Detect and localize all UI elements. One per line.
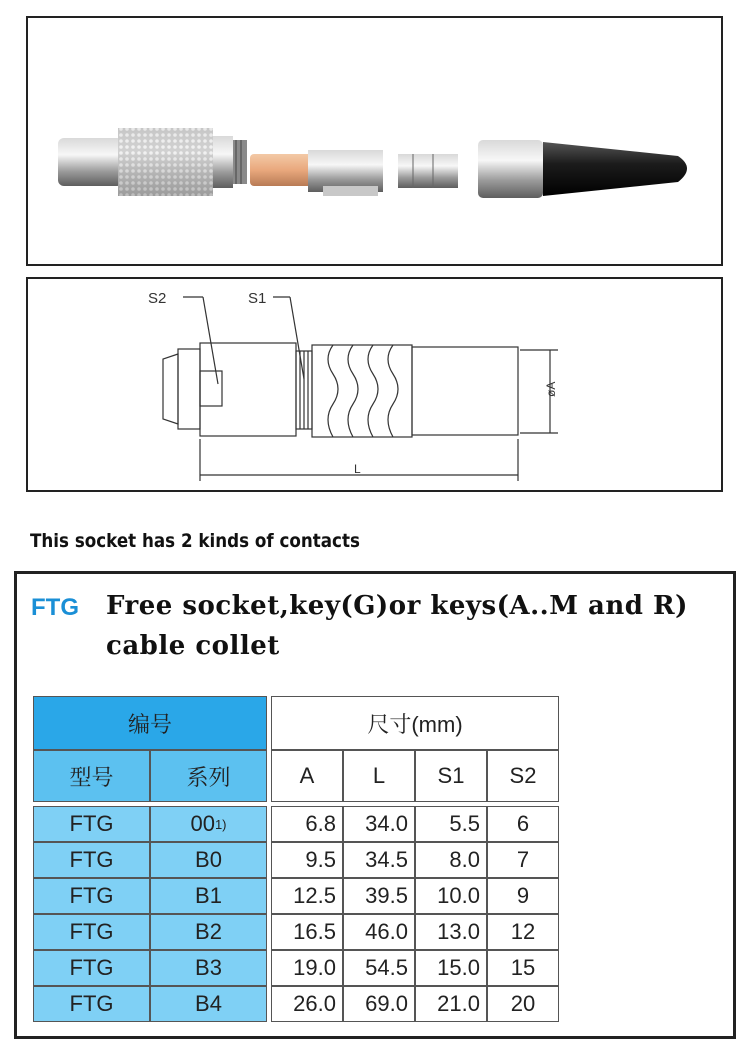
cell-s2 <box>487 950 559 986</box>
product-title: Free socket,key(G)or keys(A..M and R) cable collet <box>106 591 688 661</box>
cell-a-value: 9.5 <box>305 847 336 872</box>
cell-a-value: 6.8 <box>305 811 336 836</box>
cell-a <box>271 878 343 914</box>
cell-s1 <box>415 914 487 950</box>
cell-model-value: FTG <box>69 811 114 836</box>
col-header-s2: S2 <box>487 750 559 802</box>
product-code: FTG <box>31 594 79 621</box>
cell-model-value: FTG <box>69 955 114 980</box>
cell-series <box>150 950 267 986</box>
cell-s2-value: 15 <box>510 955 536 980</box>
cell-s1-value: 10.0 <box>437 883 480 908</box>
cell-s2 <box>487 878 559 914</box>
cell-series <box>150 986 267 1022</box>
cell-l-value: 34.5 <box>365 847 408 872</box>
cell-a-value: 16.5 <box>293 919 336 944</box>
cell-a-value: 19.0 <box>293 955 336 980</box>
cell-series-value: B1 <box>195 883 222 908</box>
spec-panel <box>14 571 736 1039</box>
cell-l-value: 54.5 <box>365 955 408 980</box>
label-diameter-a: øA <box>544 381 558 397</box>
cell-model-value: FTG <box>69 847 114 872</box>
cell-series <box>150 806 267 842</box>
cell-l-value: 34.0 <box>365 811 408 836</box>
label-s2: S2 <box>148 290 167 307</box>
cell-l <box>343 878 415 914</box>
col-header-a: A <box>271 750 343 802</box>
cell-series-value: B2 <box>195 919 222 944</box>
cell-model-value: FTG <box>69 919 114 944</box>
footnote-mark: 1) <box>214 816 227 832</box>
cell-s2 <box>487 986 559 1022</box>
cell-l <box>343 842 415 878</box>
cell-l-value: 69.0 <box>365 991 408 1016</box>
cell-series <box>150 842 267 878</box>
cell-s1-value: 15.0 <box>437 955 480 980</box>
cell-s1 <box>415 950 487 986</box>
cell-model-value: FTG <box>69 991 114 1016</box>
col-header-model: 型号 <box>33 750 150 802</box>
cell-series-value: 00 <box>190 811 215 836</box>
dimension-drawing-panel <box>26 277 723 492</box>
label-s1: S1 <box>248 290 267 307</box>
cell-l <box>343 806 415 842</box>
cell-series-value: B4 <box>195 991 222 1016</box>
dimension-drawing <box>28 279 721 490</box>
cell-l <box>343 986 415 1022</box>
cell-s1 <box>415 842 487 878</box>
header-group-dimensions: 尺寸(mm) <box>271 696 559 750</box>
cell-model <box>33 842 150 878</box>
connector-parts-photo <box>28 18 721 264</box>
cell-a-value: 26.0 <box>293 991 336 1016</box>
cell-s2-value: 6 <box>516 811 530 836</box>
cell-s2-value: 7 <box>516 847 530 872</box>
label-length-l: L <box>354 462 361 476</box>
cell-s2 <box>487 842 559 878</box>
cell-a <box>271 986 343 1022</box>
cell-model <box>33 986 150 1022</box>
col-header-l: L <box>343 750 415 802</box>
cell-model <box>33 950 150 986</box>
cell-model <box>33 914 150 950</box>
cell-a <box>271 842 343 878</box>
cell-l <box>343 914 415 950</box>
col-header-series: 系列 <box>150 750 267 802</box>
product-photo-panel <box>26 16 723 266</box>
cell-s2 <box>487 806 559 842</box>
cell-a <box>271 950 343 986</box>
cell-l-value: 46.0 <box>365 919 408 944</box>
cell-s1-value: 13.0 <box>437 919 480 944</box>
cell-a-value: 12.5 <box>293 883 336 908</box>
cell-s1 <box>415 878 487 914</box>
cell-s1-value: 5.5 <box>449 811 480 836</box>
cell-series-value: B3 <box>195 955 222 980</box>
cell-series <box>150 878 267 914</box>
cell-series-value: B0 <box>195 847 222 872</box>
cell-s1-value: 8.0 <box>449 847 480 872</box>
cell-s2-value: 9 <box>516 883 530 908</box>
cell-model-value: FTG <box>69 883 114 908</box>
cell-s1 <box>415 986 487 1022</box>
cell-a <box>271 806 343 842</box>
cell-model <box>33 878 150 914</box>
cell-series <box>150 914 267 950</box>
cell-s1-value: 21.0 <box>437 991 480 1016</box>
cell-a <box>271 914 343 950</box>
cell-l-value: 39.5 <box>365 883 408 908</box>
cell-s1 <box>415 806 487 842</box>
col-header-s1: S1 <box>415 750 487 802</box>
cell-s2 <box>487 914 559 950</box>
cell-s2-value: 12 <box>510 919 536 944</box>
caption-text: This socket has 2 kinds of contacts <box>30 530 360 552</box>
cell-l <box>343 950 415 986</box>
header-group-number: 编号 <box>33 696 267 750</box>
cell-model <box>33 806 150 842</box>
cell-s2-value: 20 <box>510 991 536 1016</box>
